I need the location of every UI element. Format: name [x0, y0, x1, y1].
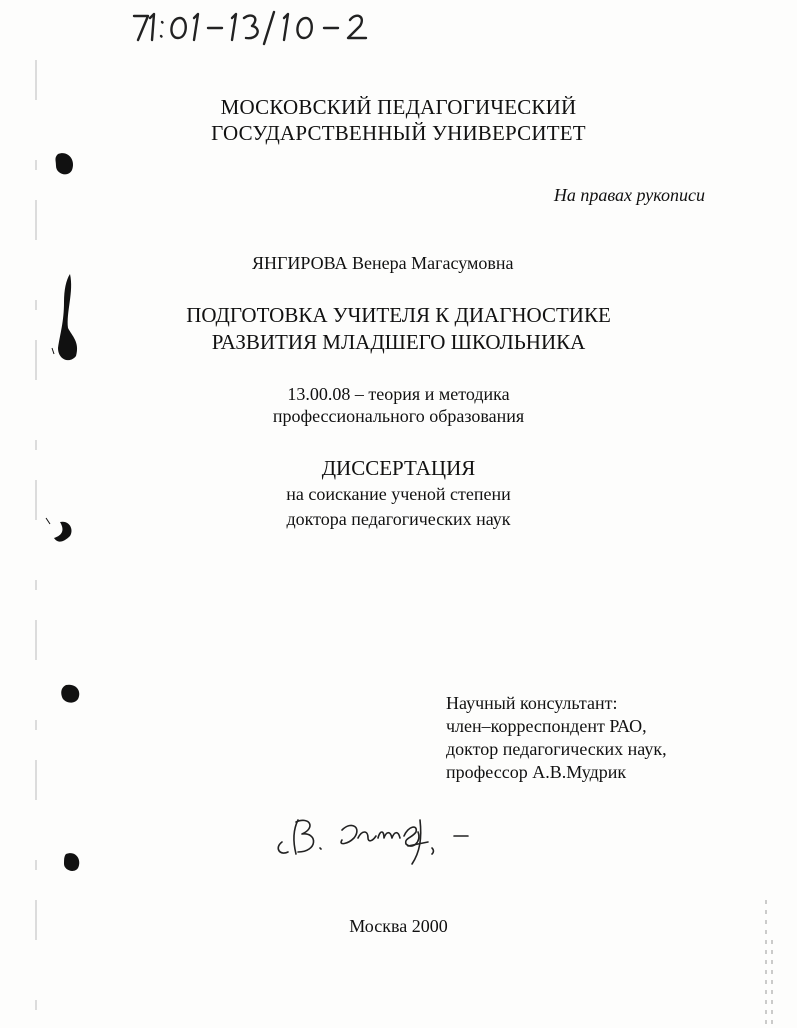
- dissertation-heading: ДИССЕРТАЦИЯ: [321, 456, 476, 480]
- handwritten-catalog-code: [128, 6, 388, 46]
- degree-line-2: доктора педагогических наук: [286, 509, 511, 529]
- consultant-line-1: член–корреспондент РАО,: [446, 716, 647, 736]
- hole-punch-mark: [60, 850, 84, 874]
- page-edge-line: [34, 60, 38, 1020]
- scientific-consultant: [446, 692, 667, 784]
- title-line-2: РАЗВИТИЯ МЛАДШЕГО ШКОЛЬНИКА: [211, 330, 586, 354]
- university-name: [0, 94, 797, 146]
- city-year: Москва 2000: [349, 916, 448, 936]
- university-line-1: МОСКОВСКИЙ ПЕДАГОГИЧЕСКИЙ: [220, 95, 577, 119]
- specialty: [0, 383, 797, 427]
- hole-punch-mark: [58, 683, 84, 705]
- dissertation-title: [0, 302, 797, 356]
- degree-line-1: на соискание ученой степени: [286, 484, 511, 504]
- degree-description: [0, 482, 797, 532]
- consultant-label: Научный консультант:: [446, 693, 618, 713]
- specialty-line-2: профессионального образования: [272, 406, 525, 426]
- hole-punch-mark: [52, 150, 78, 178]
- consultant-line-2: доктор педагогических наук,: [446, 739, 667, 759]
- author-signature: [272, 808, 482, 870]
- page-edge-line: [760, 880, 780, 1028]
- specialty-line-1: 13.00.08 – теория и методика: [287, 384, 510, 404]
- title-line-1: ПОДГОТОВКА УЧИТЕЛЯ К ДИАГНОСТИКЕ: [186, 303, 611, 327]
- rights-note: На правах рукописи: [553, 185, 705, 205]
- consultant-line-3: профессор А.В.Мудрик: [446, 762, 627, 782]
- university-line-2: ГОСУДАРСТВЕННЫЙ УНИВЕРСИТЕТ: [211, 121, 586, 145]
- author-name: ЯНГИРОВА Венера Магасумовна: [252, 253, 514, 273]
